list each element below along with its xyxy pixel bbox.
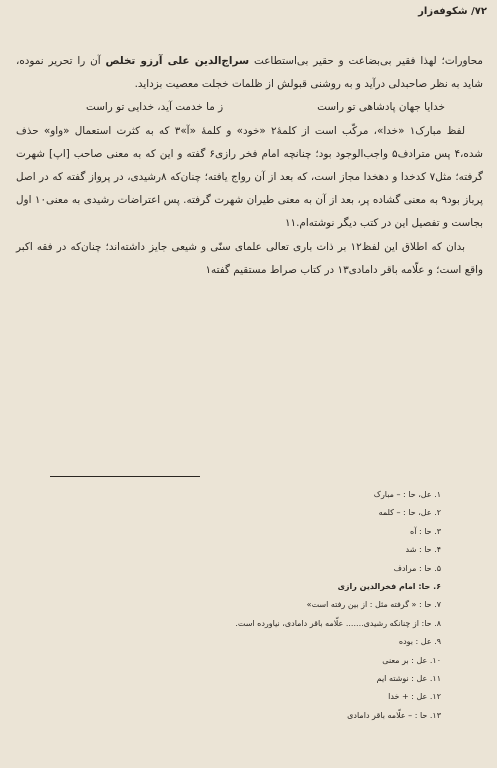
main-text [16,50,483,282]
footnote: ۱۳. حا : – علّامه باقر دامادی [347,710,441,720]
paragraph-usage: بدان که اطلاق این لفظ۱۲ بر ذات باری تعالی علمای سنّی و شیعی جایز داشته‌اند؛ چنان‌که در فقه اکبر واقع است؛ و علّامه باقر دامادی۱۳ در کتاب صراط مستقیم گفته۱ [16,240,483,276]
intro-text-start: محاورات؛ لهذا فقیر بی‌بضاعت و حقیر بی‌استطاعت [249,55,483,67]
paragraph-khoda: لفظ مبارک۱ «خدا»، مرکّب است از کلمهٔ۲ «خود» و کلمهٔ «آ»۳ که به کثرت استعمال «واو» حذف شده،۴ پس مترادف۵ واجب‌الوجود بود؛ چنانچه امام فخر رازی۶ گفته و این که به معنی صاحب [ا‌پ] شهرت گرفته؛ مثل۷ کدخدا و دهخدا مجاز است، که بعد از آن رواج یافته؛ چنان‌که ۸رشیدی، در پرواز گفته که در اصل پرباز بود۹ به معنی گشاده پر، بعد از آن به معنی طیران شهرت گرفته. پس اعتراضات رشیدی به معنی۱۰ اول بجاست و تفصیل این در کتب دیگر نوشته‌ام.۱۱ [16,124,484,230]
footnote: ۸. حا: از چنانکه رشیدی....... علّامه باقر دامادی، نیاورده است. [235,618,441,628]
footnote: ۹. عل : بوده [398,637,441,647]
footnote: ۴. حا : شد [405,545,441,555]
footnote: ۲. عل، حا : – کلمه [378,508,441,518]
page-header: ۷۲/ شکوفه‌زار [418,6,487,17]
footnote: ۵. حا : مرادف [393,563,441,573]
intro-text-end: آن را تحریر نموده، شاید به نظر صاحبدلی درآید و به روشنی قبولش از ظلمات خجلت معصیت بزداید. [16,55,483,91]
footnote: ۱. عل، حا : – مبارک [373,490,441,499]
verse-hemistich-1: خدایا جهان پادشاهی تو راست [317,101,445,114]
paragraph-intro [16,50,483,96]
footnote: ۱۱. عل : نوشته ایم [376,674,441,684]
footnote: ۳. حا : آه [410,526,441,536]
footnotes [40,486,441,725]
footnote: ۶. حا: امام فخرالدین رازی [337,582,441,592]
author-name: سراج‌الدین علی آرزو تخلص [105,55,250,67]
verse [16,96,483,119]
footnote: ۷. حا : « گرفته مثل : از بین رفته است» [306,600,441,610]
footnote: ۱۲. عل : + خدا [388,692,441,702]
footnote: ۱۰. عل : بر معنی [382,655,441,665]
footnote-divider [50,476,200,477]
verse-hemistich-2: ز ما خدمت آید، خدایی تو راست [86,101,224,114]
